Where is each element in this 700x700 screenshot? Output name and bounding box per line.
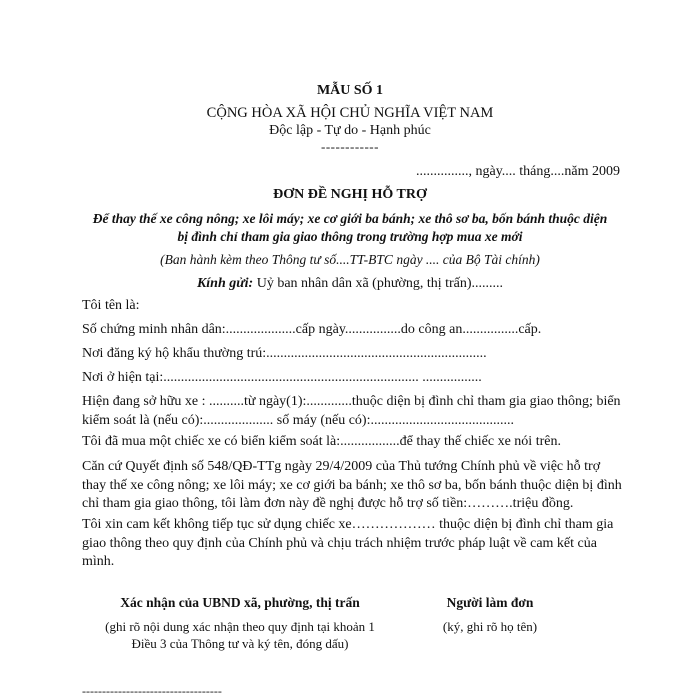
subtitle-line-2: bị đình chỉ tham gia giao thông trong trường hợp mua xe mới — [177, 229, 523, 244]
national-motto: Độc lập - Tự do - Hạnh phúc — [269, 123, 431, 138]
form-number: MẪU SỐ 1 — [316, 83, 384, 98]
addressee-line — [0, 276, 700, 292]
document-title: ĐƠN ĐỀ NGHỊ HỖ TRỢ — [273, 187, 427, 202]
name-field: Tôi tên là: — [82, 298, 140, 313]
country-name: CỘNG HÒA XÃ HỘI CHỦ NGHĨA VIỆT NAM — [206, 105, 494, 121]
applicant-title: Người làm đơn — [446, 595, 534, 610]
subtitle-line-1: Để thay thế xe công nông; xe lôi máy; xe cơ giới ba bánh; xe thô sơ ba, bốn bánh thuộc diện — [92, 211, 608, 226]
owning-vehicle-field: Hiện đang sở hữu xe : ..........từ ngày(1):.............thuộc diện bị đình chỉ tham gia giao thông; biển kiểm soát là (nếu có):.................... số máy (nếu có):......................................... — [82, 394, 621, 428]
id-card-field: Số chứng minh nhân dân:....................cấp ngày................do công an................cấp. — [82, 322, 542, 337]
issued-note: (Ban hành kèm theo Thông tư số....TT-BTC ngày .... của Bộ Tài chính) — [160, 252, 540, 267]
residence-field: Nơi ở hiện tại:......................................................................... ................. — [82, 370, 482, 385]
header-divider: ------------ — [321, 139, 379, 154]
basis-paragraph: Căn cứ Quyết định số 548/QĐ-TTg ngày 29/4/2009 của Thủ tướng Chính phủ về việc hỗ trợ thay thế xe công nông; xe lôi máy; xe cơ giới ba bánh; xe thô sơ ba, bốn bánh thuộc diện bị đình chỉ tham gia giao thông, tôi làm đơn này đề nghị được hỗ trợ số tiền:……….triệu đồng. — [82, 459, 622, 511]
addressee-text: Uỷ ban nhân dân xã (phường, thị trấn)......... — [253, 276, 504, 291]
confirmation-note-1: (ghi rõ nội dung xác nhận theo quy định tại khoản 1 — [105, 619, 375, 634]
applicant-note: (ký, ghi rõ họ tên) — [442, 619, 538, 634]
bought-vehicle-field: Tôi đã mua một chiếc xe có biển kiểm soát là:.................để thay thế chiếc xe nói trên. — [82, 434, 561, 449]
confirmation-note-2: Điều 3 của Thông tư và ký tên, đóng dấu) — [131, 636, 349, 651]
household-field: Nơi đăng ký hộ khẩu thường trú:............................................................... — [82, 346, 487, 361]
footer-rule: ----------------------------------- — [82, 684, 222, 698]
addressee-label: Kính gửi: — [196, 276, 254, 291]
confirmation-title: Xác nhận của UBND xã, phường, thị trấn — [120, 595, 360, 610]
commitment-paragraph: Tôi xin cam kết không tiếp tục sử dụng chiếc xe……………… thuộc diện bị đình chỉ tham gia giao thông theo quy định của Chính phủ và chịu trách nhiệm trước pháp luật về cam kết của mình. — [82, 517, 614, 569]
date-line: ..............., ngày.... tháng....năm 2009 — [415, 164, 620, 179]
